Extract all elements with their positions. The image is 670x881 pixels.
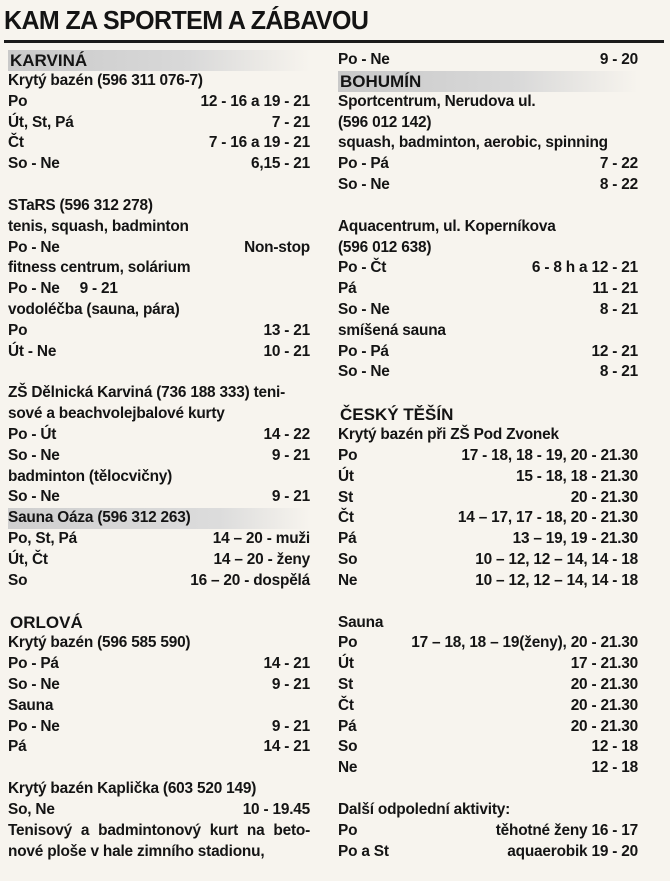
orlova-pool-name: Krytý bazén (596 585 590) — [8, 634, 191, 652]
section-title-karvina: KARVINÁ — [8, 50, 310, 71]
tesin-pool-name: Krytý bazén při ZŠ Pod Zvonek — [338, 426, 559, 444]
schedule-row: Pá 13 – 19, 19 - 21.30 — [338, 530, 638, 548]
schedule-row: Pá 11 - 21 — [338, 280, 638, 298]
zs-badminton: badminton (tělocvičny) — [8, 467, 173, 485]
schedule-row: St 20 - 21.30 — [338, 675, 638, 693]
page-headline: KAM ZA SPORTEM A ZÁBAVOU — [4, 6, 369, 36]
schedule-row: Po - Út 14 - 22 — [8, 425, 310, 443]
schedule-row: Po - Čt 6 - 8 h a 12 - 21 — [338, 259, 638, 277]
headline-rule — [4, 40, 664, 43]
schedule-row: Po - Ne 9 - 21 — [8, 717, 310, 735]
sportcentrum-phone: (596 012 142) — [338, 113, 432, 131]
orlova-sauna: Sauna — [8, 696, 54, 714]
schedule-row: So - Ne 8 - 22 — [338, 175, 638, 193]
schedule-row: Po - Ne Non-stop — [8, 238, 310, 256]
schedule-row: Po - Pá 7 - 22 — [338, 155, 638, 173]
sportcentrum-name: Sportcentrum, Nerudova ul. — [338, 92, 536, 110]
schedule-row: Út, St, Pá 7 - 21 — [8, 113, 310, 131]
kaplicka-name: Krytý bazén Kaplička (603 520 149) — [8, 780, 257, 798]
schedule-row: Po 13 - 21 — [8, 321, 310, 339]
schedule-row: So - Ne 6,15 - 21 — [8, 155, 310, 173]
schedule-row: Čt 14 – 17, 17 - 18, 20 - 21.30 — [338, 509, 638, 527]
schedule-row: Út 15 - 18, 18 - 21.30 — [338, 467, 638, 485]
schedule-row: Ne 12 - 18 — [338, 759, 638, 777]
schedule-row: Po - Pá 14 - 21 — [8, 655, 310, 673]
schedule-row: Út 17 - 21.30 — [338, 655, 638, 673]
tennis-paragraph: Tenisový a badmintonový kurt na beto- nové ploše v hale zimního stadionu, — [8, 821, 310, 860]
schedule-row: So - Ne 8 - 21 — [338, 300, 638, 318]
schedule-row: So - Ne 8 - 21 — [338, 363, 638, 381]
tesin-sauna: Sauna — [338, 613, 384, 631]
schedule-row: So - Ne 9 - 21 — [8, 446, 310, 464]
zs-name-line1: ZŠ Dělnická Karviná (736 188 333) teni- — [8, 384, 286, 402]
schedule-row: Po 17 – 18, 18 – 19(ženy), 20 - 21.30 — [338, 634, 638, 652]
schedule-row: Po, St, Pá 14 – 20 - muži — [8, 529, 310, 547]
stars-name: STaRS (596 312 278) — [8, 196, 153, 214]
zs-name-line2: sové a beachvolejbalové kurty — [8, 405, 225, 423]
sauna-oaza-name: Sauna Oáza (596 312 263) — [8, 508, 310, 529]
mixed-sauna: smíšená sauna — [338, 321, 446, 339]
schedule-row: Po 17 - 18, 18 - 19, 20 - 21.30 — [338, 446, 638, 464]
sportcentrum-sports: squash, badminton, aerobic, spinning — [338, 134, 608, 152]
left-column — [8, 50, 310, 862]
schedule-row: Po 12 - 16 a 19 - 21 — [8, 92, 310, 110]
karvina-pool-name: Krytý bazén (596 311 076-7) — [8, 72, 203, 89]
schedule-row: So - Ne 9 - 21 — [8, 675, 310, 693]
section-title-cesky-tesin: ČESKÝ TĚŠÍN — [340, 405, 454, 425]
schedule-row: Ne 10 – 12, 12 – 14, 14 - 18 — [338, 571, 638, 589]
schedule-row: Po - Ne 9 - 20 — [338, 51, 638, 68]
aquacentrum-name: Aquacentrum, ul. Koperníkova — [338, 217, 556, 235]
schedule-row: Čt 20 - 21.30 — [338, 696, 638, 714]
right-column — [338, 50, 638, 862]
stars-sports: tenis, squash, badminton — [8, 217, 189, 235]
schedule-row: Pá 20 - 21.30 — [338, 717, 638, 735]
schedule-row: St 20 - 21.30 — [338, 488, 638, 506]
stars-fitness: fitness centrum, solárium — [8, 259, 191, 277]
schedule-row: Út, Čt 14 – 20 - ženy — [8, 550, 310, 568]
schedule-row: Po - Pá 12 - 21 — [338, 342, 638, 360]
section-title-bohumin: BOHUMÍN — [338, 71, 638, 92]
stars-hydro: vodoléčba (sauna, pára) — [8, 300, 180, 318]
schedule-row: Čt 7 - 16 a 19 - 21 — [8, 134, 310, 152]
schedule-row: Po a St aquaerobik 19 - 20 — [338, 842, 638, 860]
schedule-row: So 12 - 18 — [338, 738, 638, 756]
section-title-orlova: ORLOVÁ — [10, 613, 83, 633]
aquacentrum-phone: (596 012 638) — [338, 238, 432, 256]
afternoon-activities-title: Další odpolední aktivity: — [338, 800, 511, 818]
schedule-row: Pá 14 - 21 — [8, 738, 310, 756]
schedule-row: So - Ne 9 - 21 — [8, 488, 310, 506]
schedule-row: So 10 – 12, 12 – 14, 14 - 18 — [338, 550, 638, 568]
schedule-row: Po - Ne 9 - 21 — [8, 280, 118, 298]
schedule-row: Út - Ne 10 - 21 — [8, 342, 310, 360]
schedule-row: So, Ne 10 - 19.45 — [8, 800, 310, 818]
schedule-row: So 16 – 20 - dospělá — [8, 571, 310, 589]
schedule-row: Po těhotné ženy 16 - 17 — [338, 821, 638, 839]
